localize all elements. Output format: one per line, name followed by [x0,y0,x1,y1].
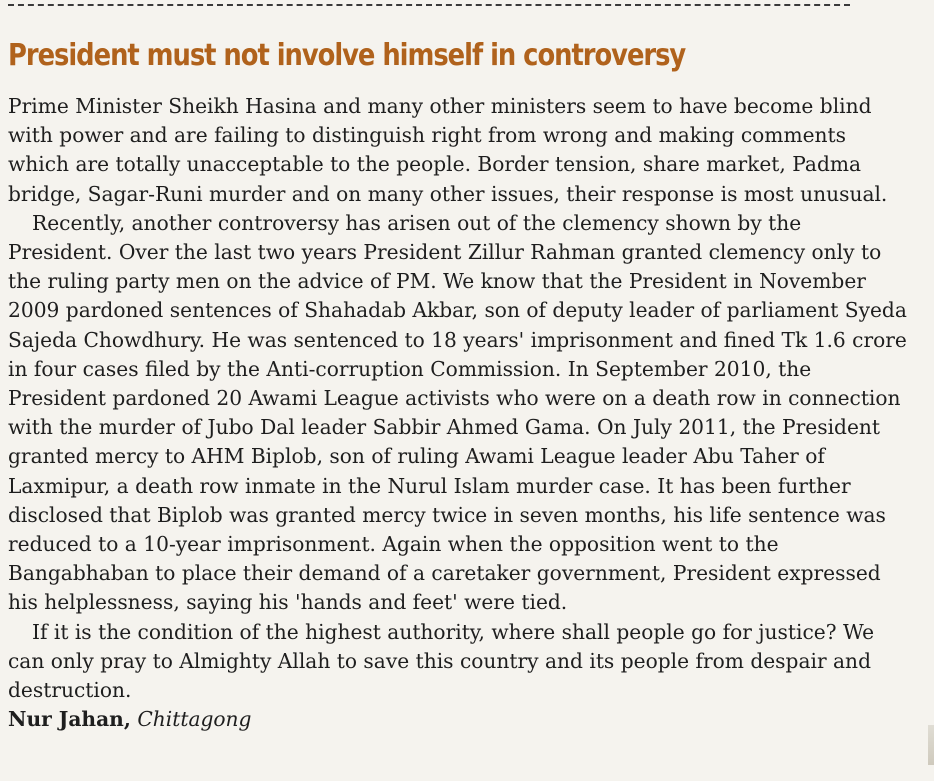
paragraph-3: If it is the condition of the highest authority, where shall people go for justice? We can only pray to Almighty Allah to save this country and its people from despair and destruction. [8,619,875,703]
letter-headline: President must not involve himself in controversy [8,38,686,73]
author-location: Chittagong [137,707,252,732]
paragraph-1: Prime Minister Sheikh Hasina and many other ministers seem to have become blind with power and are failing to distinguish right from wrong and making comments which are totally unacceptable to the people. Border tension, share market, Padma bridge, Sagar-Runi murder and on many other issues, their response is most unusual. [8,94,888,206]
letter-body [8,92,908,734]
author-name: Nur Jahan, [8,707,131,732]
page-edge-shadow [928,725,934,765]
letter-signature [8,705,908,734]
paragraph-2: Recently, another controversy has arisen out of the clemency shown by the President. Over the last two years President Zillur Rahman granted clemency only to the ruling party men on the advice of PM. We know that the President in November 2009 pardoned sentences of Shahadab Akbar, son of deputy leader of parliament Syeda Sajeda Chowdhury. He was sentenced to 18 years' imprisonment and fined Tk 1.6 crore in four cases filed by the Anti-corruption Commission. In September 2010, the President pardoned 20 Awami League activists who were on a death row in connection with the murder of Jubo Dal leader Sabbir Ahmed Gama. On July 2011, the President granted mercy to AHM Biplob, son of ruling Awami League leader Abu Taher of Laxmipur, a death row inmate in the Nurul Islam murder case. It has been further disclosed that Biplob was granted mercy twice in seven months, his life sentence was reduced to a 10-year imprisonment. Again when the opposition went to the Bangabhaban to place their demand of a caretaker government, President expressed his helplessness, saying his 'hands and feet' were tied. [8,210,907,615]
dashed-separator [8,4,850,6]
